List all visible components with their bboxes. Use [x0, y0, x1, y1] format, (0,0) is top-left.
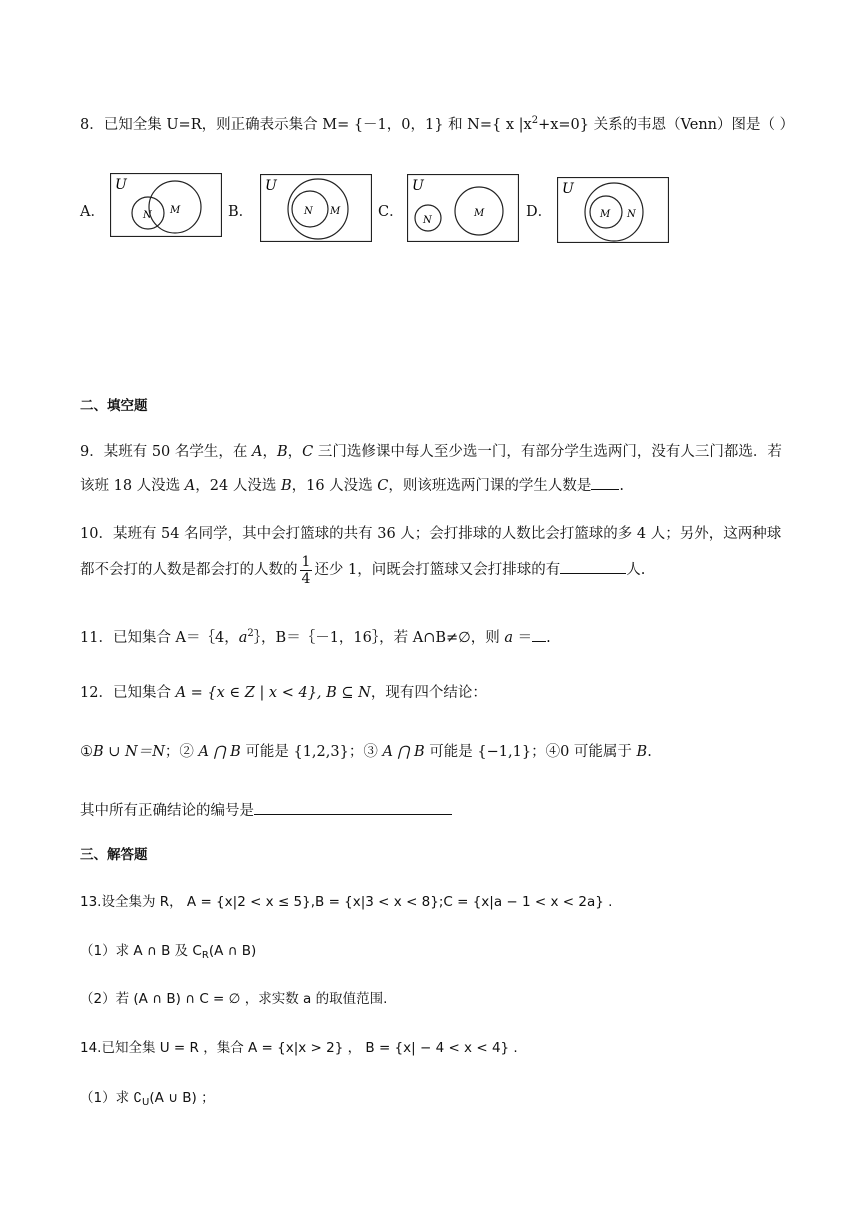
venn-b-n-label: N: [304, 206, 313, 217]
venn-option-d[interactable]: [557, 177, 669, 243]
venn-a-u-label: U: [115, 177, 127, 193]
venn-c-u-label: U: [412, 178, 424, 194]
venn-a-m-label: M: [170, 205, 181, 216]
q10-answer-blank[interactable]: [560, 559, 626, 574]
q11-answer-blank[interactable]: [532, 627, 546, 642]
venn-option-c[interactable]: [407, 174, 519, 242]
venn-c-m-label: M: [474, 208, 485, 219]
q14-stem: 14.已知全集 U = R ，集合 A = {x|x > 2} ， B = {x| − 4 < x < 4} .: [80, 1040, 518, 1056]
venn-option-b[interactable]: [260, 174, 372, 242]
venn-option-a[interactable]: [110, 173, 222, 237]
venn-d-n-label: N: [627, 209, 636, 220]
venn-b-m-label: M: [330, 206, 341, 217]
q13-part-1: （1）求 A ∩ B 及 $C_R(A$ ∩ B): [80, 943, 257, 961]
section-answer-heading: 三、解答题: [80, 847, 148, 863]
section-fill-in-heading: 二、填空题: [80, 398, 148, 414]
option-c-letter: C．: [378, 204, 404, 220]
q9-answer-blank[interactable]: [591, 475, 619, 490]
venn-b-u-label: U: [265, 178, 277, 194]
option-b-letter: B．: [228, 204, 254, 220]
q13-part-2: （2）若 (A ∩ B) ∩ C = ∅ ，求实数 a 的取值范围.: [80, 991, 388, 1007]
q12-ask: 其中所有正确结论的编号是: [80, 800, 452, 821]
option-d-letter: D．: [526, 204, 553, 220]
q13-stem: 13.设全集为 R， A = {x|2 < x ≤ 5},B = {x|3 < x < 8};C = {x|a − 1 < x < 2a} .: [80, 894, 613, 910]
q9-line-2: 该班 18 人没选 A，24 人没选 B，16 人没选 C，则该班选两门课的学生人数是 .: [80, 475, 624, 496]
q12-answer-blank[interactable]: [254, 800, 452, 815]
option-a-letter: A．: [80, 204, 105, 220]
venn-a-n-label: N: [143, 210, 152, 221]
q12-stem: 12．已知集合 A = {x ∈ Z | x < 4}, B ⊆ N，现有四个结论：: [80, 685, 487, 701]
q10-line-1: 10．某班有 54 名同学，其中会打篮球的共有 36 人；会打排球的人数比会打篮球的多 4 人；另外，这两种球: [80, 526, 782, 542]
q11-line: 11．已知集合 A＝｛4，$a^2\}$，B＝｛－1，16｝，若 A∩B≠∅，则 a ＝ .: [80, 628, 551, 646]
venn-d-u-label: U: [562, 181, 574, 197]
venn-c-n-label: N: [423, 215, 432, 226]
q9-line-1: 9．某班有 50 名学生，在 A，B，C 三门选修课中每人至少选一门，有部分学生选两门，没有人三门都选．若: [80, 444, 782, 460]
q8-stem: 8．已知全集 U=R，则正确表示集合 M= {－1，0，1} 和 N={ x $|x^2+x=0$} 关系的韦恩（Venn）图是（ ）: [80, 115, 795, 133]
q14-part-1: （1）求 $∁_U(A$ ∪ B) ；: [80, 1090, 215, 1108]
q12-conclusions: ①B ∪ N＝N；② A ⋂ B 可能是 {1,2,3}；③ A ⋂ B 可能是 {−1,1}；④0 可能属于 B.: [80, 744, 652, 760]
venn-d-m-label: M: [600, 209, 611, 220]
q10-fraction: $\frac{1}{4}$: [301, 553, 311, 587]
q10-line-2: 都不会打的人数是都会打的人数的 $\frac{1}{4}$ 还少 1，问既会打篮球又会打排球的有 人.: [80, 553, 646, 587]
